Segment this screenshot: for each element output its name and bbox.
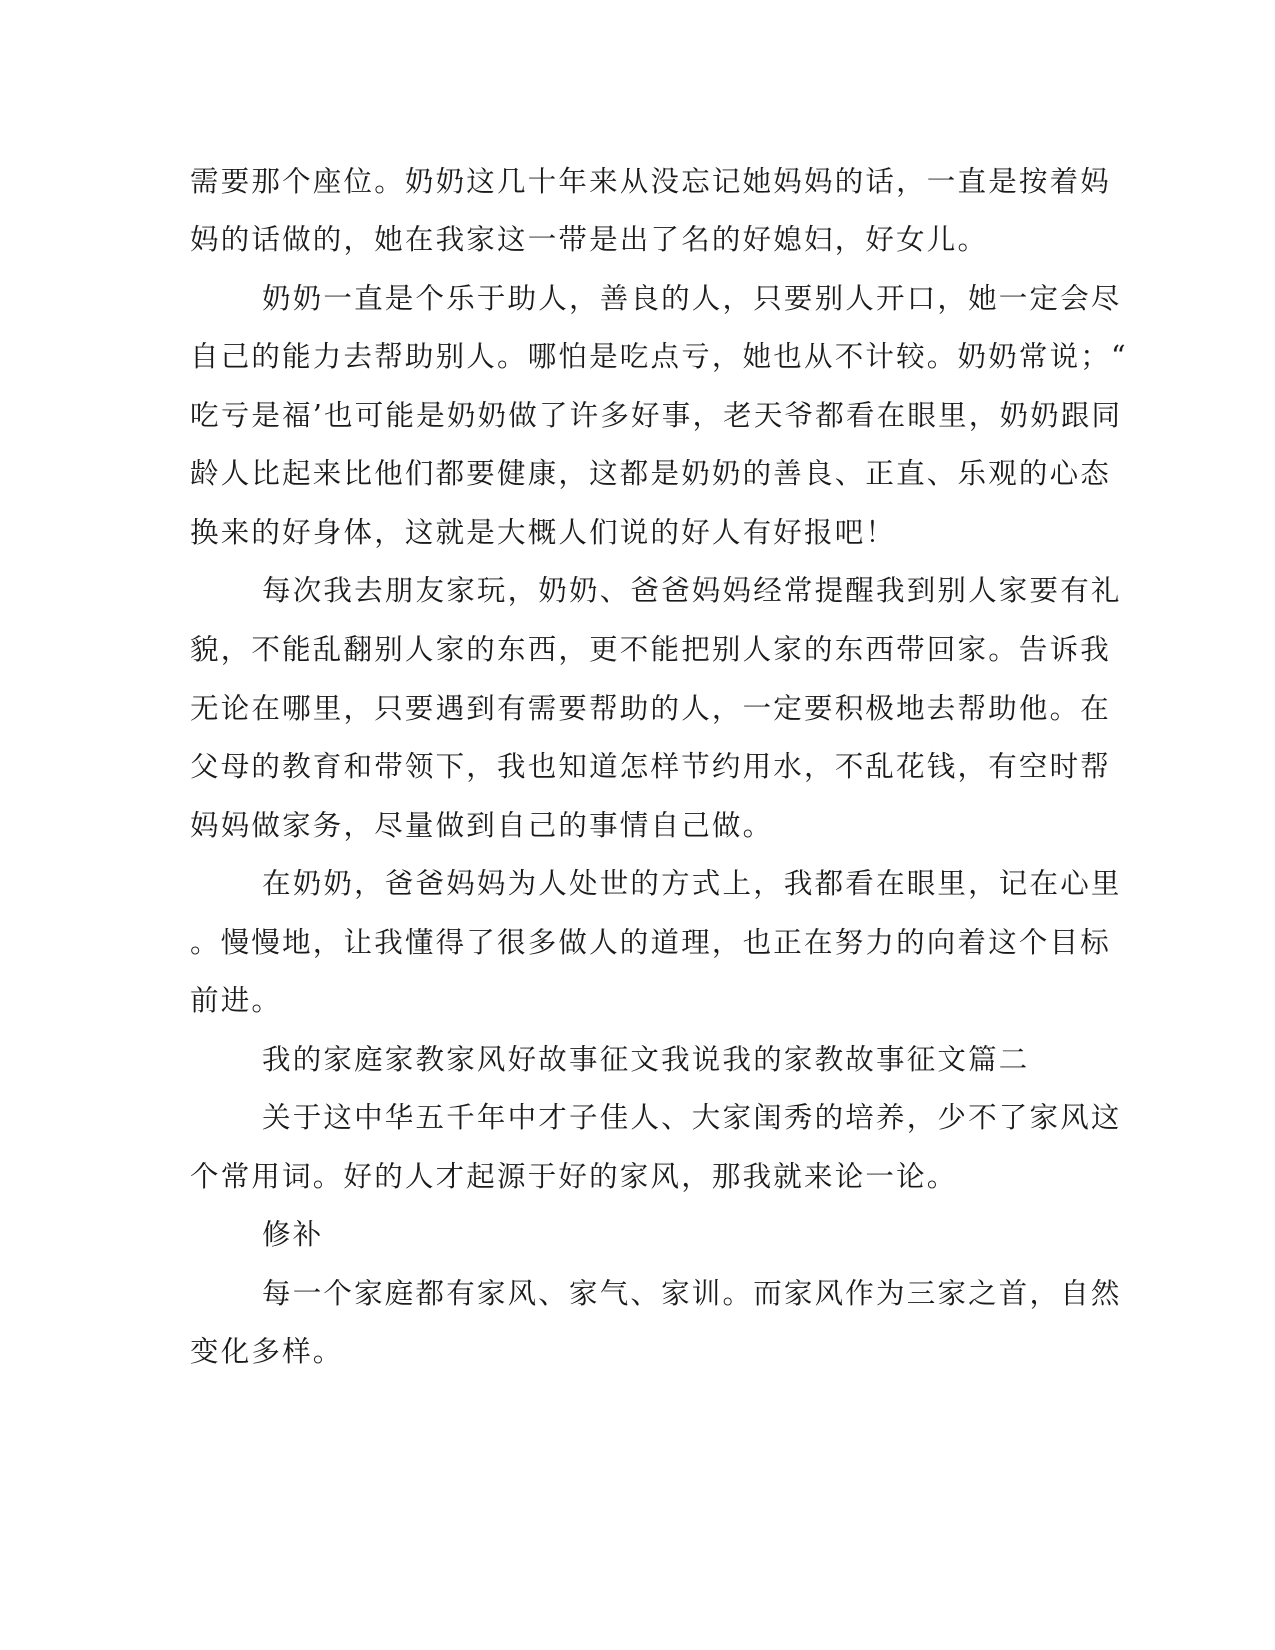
text-line: 妈的话做的，她在我家这一带是出了名的好媳妇，好女儿。	[190, 223, 989, 256]
text-line: 前进。	[190, 984, 283, 1017]
text-line: 每一个家庭都有家风、家气、家训。而家风作为三家之首，自然	[262, 1277, 1122, 1310]
text-line: 换来的好身体，这就是大概人们说的好人有好报吧！	[190, 516, 897, 549]
text-line: 在奶奶，爸爸妈妈为人处世的方式上，我都看在眼里，记在心里	[262, 867, 1122, 900]
text-line: 需要那个座位。奶奶这几十年来从没忘记她妈妈的话，一直是按着妈	[190, 165, 1112, 198]
text-line: 奶奶一直是个乐于助人，善良的人，只要别人开口，她一定会尽	[262, 282, 1122, 315]
text-line: 龄人比起来比他们都要健康，这都是奶奶的善良、正直、乐观的心态	[190, 457, 1112, 490]
text-line: 吃亏是福’也可能是奶奶做了许多好事，老天爷都看在眼里，奶奶跟同	[190, 399, 1123, 432]
text-line: 。慢慢地，让我懂得了很多做人的道理，也正在努力的向着这个目标	[190, 926, 1112, 959]
section-heading: 我的家庭家教家风好故事征文我说我的家教故事征文篇二	[262, 1043, 1030, 1076]
text-line: 变化多样。	[190, 1335, 344, 1368]
text-line: 每次我去朋友家玩，奶奶、爸爸妈妈经常提醒我到别人家要有礼	[262, 574, 1122, 607]
subheading: 修补	[262, 1218, 324, 1251]
text-line: 妈妈做家务，尽量做到自己的事情自己做。	[190, 809, 774, 842]
text-line: 父母的教育和带领下，我也知道怎样节约用水，不乱花钱，有空时帮	[190, 750, 1112, 783]
text-line: 自己的能力去帮助别人。哪怕是吃点亏，她也从不计较。奶奶常说；“	[190, 340, 1128, 373]
text-line: 个常用词。好的人才起源于好的家风，那我就来论一论。	[190, 1160, 958, 1193]
text-line: 关于这中华五千年中才子佳人、大家闺秀的培养，少不了家风这	[262, 1101, 1122, 1134]
text-line: 无论在哪里，只要遇到有需要帮助的人，一定要积极地去帮助他。在	[190, 692, 1112, 725]
text-line: 貌，不能乱翻别人家的东西，更不能把别人家的东西带回家。告诉我	[190, 633, 1112, 666]
